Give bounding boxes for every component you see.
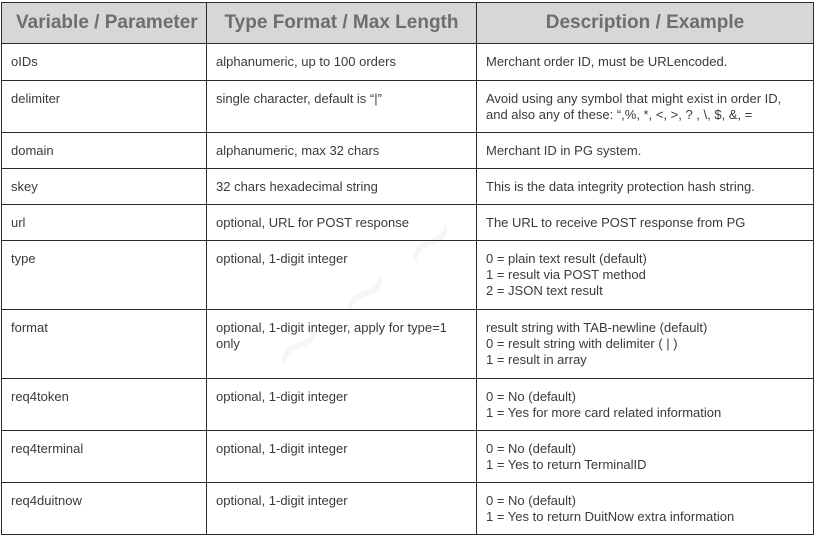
param-type: single character, default is “|”: [207, 81, 477, 133]
param-name: delimiter: [2, 81, 207, 133]
header-description: Description / Example: [477, 3, 814, 44]
table-header-row: [2, 3, 814, 44]
table-row: [2, 81, 814, 133]
table-row: [2, 431, 814, 483]
param-desc: 0 = No (default) 1 = Yes to return DuitNow extra information: [477, 483, 814, 535]
param-type: optional, URL for POST response: [207, 205, 477, 241]
param-type: optional, 1-digit integer, apply for type=1 only: [207, 310, 477, 379]
param-name: domain: [2, 133, 207, 169]
param-name: format: [2, 310, 207, 379]
table-row: [2, 241, 814, 310]
param-name: url: [2, 205, 207, 241]
param-type: alphanumeric, up to 100 orders: [207, 44, 477, 81]
table-row: [2, 483, 814, 535]
param-type: optional, 1-digit integer: [207, 241, 477, 310]
param-type: 32 chars hexadecimal string: [207, 169, 477, 205]
param-desc: Avoid using any symbol that might exist in order ID, and also any of these: “,%, *, <, >, ? , \, $, &, =: [477, 81, 814, 133]
param-desc: The URL to receive POST response from PG: [477, 205, 814, 241]
param-name: oIDs: [2, 44, 207, 81]
table-row: [2, 44, 814, 81]
param-desc: Merchant order ID, must be URLencoded.: [477, 44, 814, 81]
param-type: optional, 1-digit integer: [207, 431, 477, 483]
param-desc: 0 = plain text result (default) 1 = result via POST method 2 = JSON text result: [477, 241, 814, 310]
param-desc: Merchant ID in PG system.: [477, 133, 814, 169]
table-row: [2, 310, 814, 379]
table-row: [2, 169, 814, 205]
param-desc: result string with TAB-newline (default) 0 = result string with delimiter ( | ) 1 = result in array: [477, 310, 814, 379]
parameter-table: [1, 2, 814, 535]
param-type: alphanumeric, max 32 chars: [207, 133, 477, 169]
param-name: req4terminal: [2, 431, 207, 483]
param-desc: 0 = No (default) 1 = Yes for more card related information: [477, 379, 814, 431]
header-variable: Variable / Parameter: [2, 3, 207, 44]
header-type: Type Format / Max Length: [207, 3, 477, 44]
param-name: req4token: [2, 379, 207, 431]
table-row: [2, 133, 814, 169]
table-row: [2, 205, 814, 241]
param-name: req4duitnow: [2, 483, 207, 535]
param-name: skey: [2, 169, 207, 205]
param-desc: This is the data integrity protection hash string.: [477, 169, 814, 205]
param-desc: 0 = No (default) 1 = Yes to return TerminalID: [477, 431, 814, 483]
param-type: optional, 1-digit integer: [207, 483, 477, 535]
param-name: type: [2, 241, 207, 310]
table-row: [2, 379, 814, 431]
param-type: optional, 1-digit integer: [207, 379, 477, 431]
